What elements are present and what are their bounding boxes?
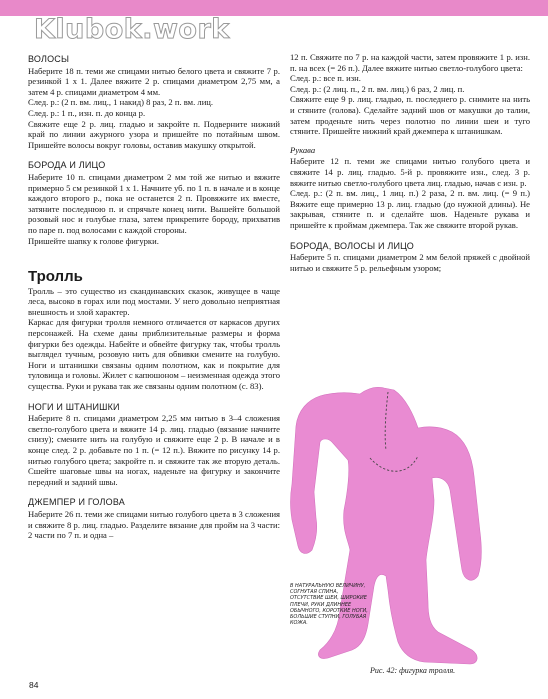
- watermark-logo: Klubok.work: [34, 14, 230, 45]
- figure-note: В НАТУРАЛЬНУЮ ВЕЛИЧИНУ, СОГНУТАЯ СПИНА, ОТСУТСТВИЕ ШЕИ, ШИРОКИЕ ПЛЕЧИ, РУКИ ДЛИННЕЕ ОБЫЧНОГО, КОРОТКИЕ НОГИ, БОЛЬШИЕ СТУПНИ, ГОЛУБАЯ КОЖА.: [290, 583, 368, 627]
- paragraph: Наберите 10 п. спицами диаметром 2 мм той же нитью и вяжите примерно 5 см резинкой 1 х 1. Начните уб. по 1 п. в начале и в конце каждого второго р., пока не останется 2 п. Провяжите их вместе, затяните последнюю п. и спрячьте конец нити. Вышейте большой розовый нос и голубые глаза, затем прикрепите бороду, прихватив по паре п. под волосами с каждой стороны.: [28, 171, 280, 235]
- paragraph: Каркас для фигурки тролля немного отличается от каркасов других персонажей. На схеме даны приблизительные размеры и форма фигурки без одежды. Набейте и обвейте фигурку так, чтобы тролль выглядел тучным, розовую нить для обвивки смените на голубую. Ноги и штанишки связаны одним полотном, как и покрытие для туловища и головы. Жилет с капюшоном – неизменная одежда этого существа. Руки и рукава так же связаны одним полотном (с. 83).: [28, 317, 280, 392]
- troll-figure-diagram: [290, 380, 530, 670]
- page-number: 84: [29, 680, 39, 690]
- paragraph: След. р.: все п. изн.: [290, 73, 361, 84]
- paragraph: Наберите 12 п. теми же спицами нитью голубого цвета и свяжите 14 р. лиц. гладью. 5-й р. провяжите изн., след. 3 р. вяжите нитью светло-голубого цвета лиц. гладью, начав с изн. р.: [290, 156, 530, 188]
- right-column: [290, 52, 530, 273]
- paragraph: След. р.: 1 п., изн. п. до конца р.: [28, 107, 146, 118]
- paragraph: 12 п. Свяжите по 7 р. на каждой части, затем провяжите 1 р. изн. п. на всех (= 26 п.). Далее вяжите нитью светло-голубого цвета:: [290, 52, 530, 73]
- section-title-legs-pants: НОГИ И ШТАНИШКИ: [28, 401, 120, 412]
- paragraph: След. р.: (2 лиц. п., 2 п. вм. лиц.) 6 раз, 2 лиц. п.: [290, 83, 465, 94]
- paragraph: Наберите 8 п. спицами диаметром 2,25 мм нитью в 3–4 сложения светло-голубого цвета и вяжите 14 р. лиц. гладью (вязание начните снизу); смените нить на голубую и свяжите еще 2 р. В начале и в конце след. 2 р. добавьте по 1 п. (= 12 п.). Вяжите по рисунку 14 р. нитью голубого цвета; закройте п. и свяжите так же вторую деталь. Сшейте шаговые швы на ногах, наденьте на фигурку и закончите передний и задний швы.: [28, 413, 280, 487]
- section-title-hair: ВОЛОСЫ: [28, 54, 70, 64]
- left-column: [28, 54, 280, 541]
- paragraph: Свяжите еще 9 р. лиц. гладью, п. последнего р. снимите на нить и стяните (голова). Сделайте задний шов от макушки до талии, затем проденьте нить через полотно по линии шеи и туго стяните. Пришейте нижний край джемпера к штанишкам.: [290, 94, 530, 137]
- paragraph: Наберите 5 п. спицами диаметром 2 мм белой пряжей с двойной нитью и свяжите 5 р. рельефным узором;: [290, 252, 530, 273]
- paragraph: Наберите 26 п. теми же спицами нитью голубого цвета в 3 сложения и свяжите 8 р. лиц. гладью. Разделите вязание для пройм на 3 части: 2 части по 7 п. и одна –: [28, 508, 280, 541]
- section-title-jumper-head: ДЖЕМПЕР И ГОЛОВА: [28, 497, 125, 508]
- figure-caption: Рис. 42: фигурка тролля.: [370, 666, 456, 675]
- paragraph: Наберите 18 п. теми же спицами нитью белого цвета и свяжите 7 р. резинкой 1 х 1. Далее вяжите 2 р. спицами диаметром 2,75 мм, а затем 4 р. спицами диаметром 4 мм.: [28, 65, 280, 97]
- section-title-beard-face: БОРОДА И ЛИЦО: [28, 160, 106, 171]
- paragraph: Свяжите еще 2 р. лиц. гладью и закройте п. Подверните нижний край по линии ажурного узора и пришейте по потайным швом. Пришейте волосы вокруг головы, оставив макушку открытой.: [28, 118, 280, 150]
- paragraph: Пришейте шапку к голове фигурки.: [28, 235, 159, 246]
- paragraph: Тролль – это существо из скандинавских сказок, живущее в чаще леса, высоко в горах или под мостами. У него довольно неприятная внешность и злой характер.: [28, 285, 280, 317]
- paragraph: След. р.: (2 п. вм. лиц., 1 лиц. п.) 2 раза, 2 п. вм. лиц. (= 9 п.) Вяжите еще примерно 13 р. лиц. гладью (до нужной длины). Не закрывая, стяните п. и сделайте шов. Наденьте рукава и пришейте к проймам джемпера. Так же свяжите второй рукав.: [290, 188, 530, 230]
- section-title-beard-hair-face: БОРОДА, ВОЛОСЫ И ЛИЦО: [290, 240, 414, 251]
- section-title-sleeves: Рукава: [290, 144, 316, 155]
- section-title-troll: Тролль: [28, 268, 83, 286]
- paragraph: След. р.: (2 п. вм. лиц., 1 накид) 8 раз, 2 п. вм. лиц.: [28, 97, 214, 108]
